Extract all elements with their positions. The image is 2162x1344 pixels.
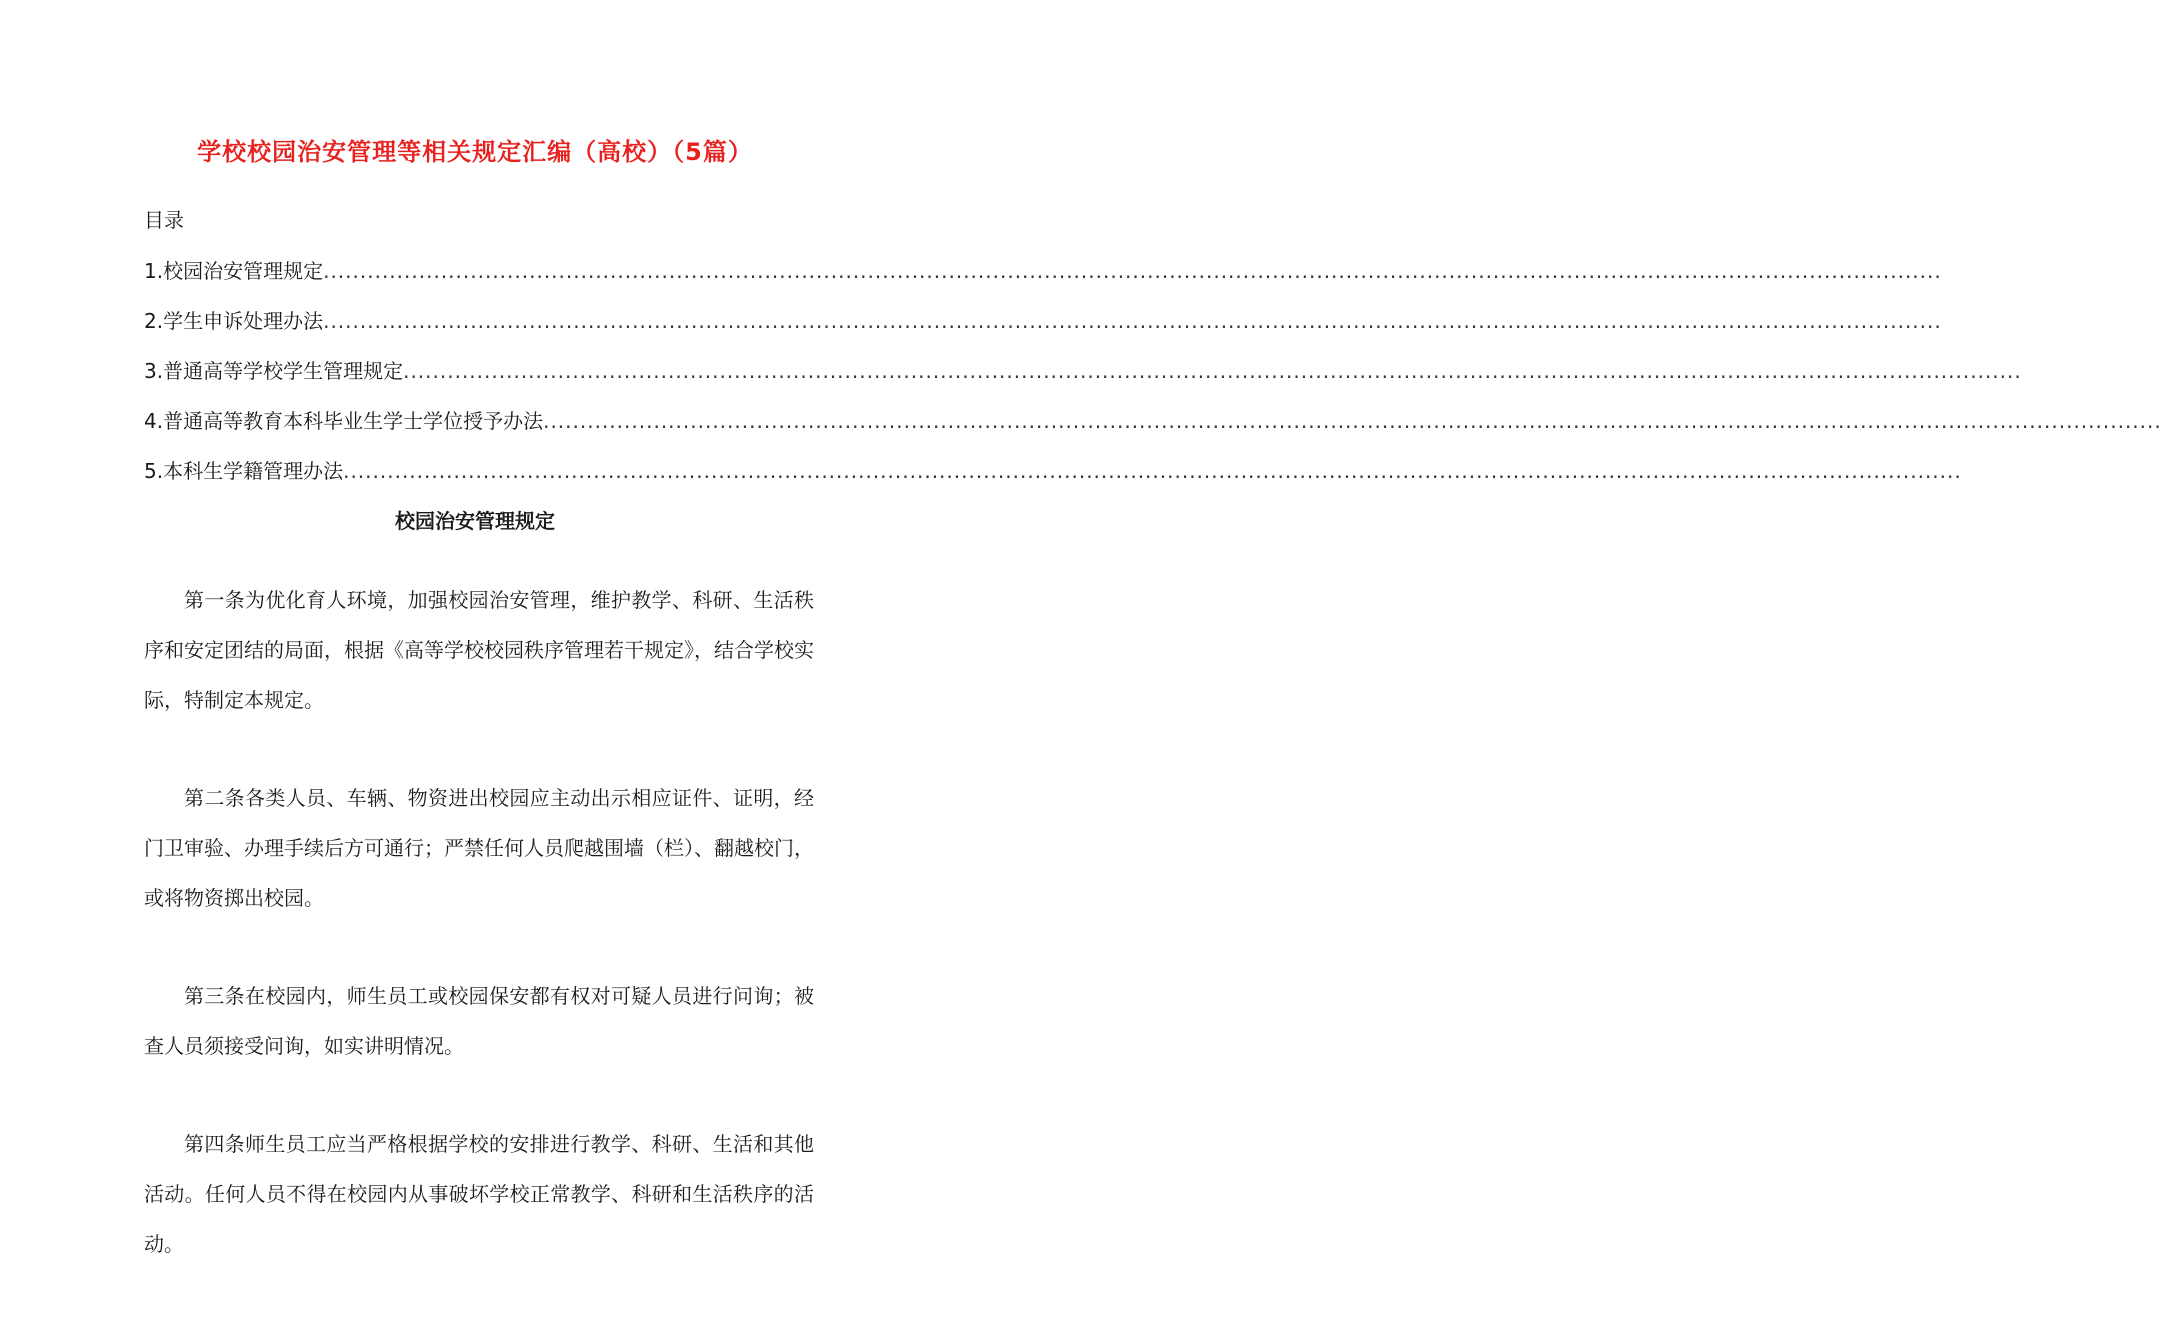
- section-title: 校园治安管理规定: [395, 509, 555, 533]
- article-paragraph: 第四条师生员工应当严格根据学校的安排进行教学、科研、生活和其他活动。任何人员不得在校园内从事破坏学校正常教学、科研和生活秩序的活动。: [144, 1132, 814, 1256]
- table-of-contents: [144, 256, 2162, 506]
- toc-item[interactable]: [144, 356, 2022, 406]
- articles: [144, 575, 814, 1317]
- toc-leader-dots: ............................................................................................................................................................................................................................: [323, 259, 1942, 283]
- toc-item-label: 5.本科生学籍管理办法: [144, 459, 344, 483]
- toc-item-label: 4.普通高等教育本科毕业生学士学位授予办法: [144, 409, 544, 433]
- toc-leader-dots: ............................................................................................................................................................................................................................: [343, 459, 1962, 483]
- toc-item-label: 3.普通高等学校学生管理规定: [144, 359, 404, 383]
- toc-item[interactable]: [144, 406, 2162, 456]
- toc-item[interactable]: [144, 456, 1962, 506]
- toc-heading: 目录: [144, 208, 184, 232]
- toc-item-label: 2.学生申诉处理办法: [144, 309, 324, 333]
- article-paragraph: 第二条各类人员、车辆、物资进出校园应主动出示相应证件、证明，经门卫审验、办理手续后方可通行；严禁任何人员爬越围墙（栏）、翻越校门，或将物资掷出校园。: [144, 786, 814, 910]
- toc-leader-dots: ............................................................................................................................................................................................................................: [323, 309, 1942, 333]
- document-title: 学校校园治安管理等相关规定汇编（高校）（5篇）: [197, 138, 753, 166]
- toc-leader-dots: ............................................................................................................................................................................................................................: [543, 409, 2162, 433]
- toc-leader-dots: ............................................................................................................................................................................................................................: [403, 359, 2022, 383]
- toc-item[interactable]: [144, 256, 1942, 306]
- toc-item[interactable]: [144, 306, 1942, 356]
- article-paragraph: 第一条为优化育人环境，加强校园治安管理，维护教学、科研、生活秩序和安定团结的局面，根据《高等学校校园秩序管理若干规定》，结合学校实际，特制定本规定。: [144, 588, 814, 712]
- article-paragraph: 第三条在校园内，师生员工或校园保安都有权对可疑人员进行问询；被查人员须接受问询，如实讲明情况。: [144, 984, 814, 1058]
- toc-item-label: 1.校园治安管理规定: [144, 259, 324, 283]
